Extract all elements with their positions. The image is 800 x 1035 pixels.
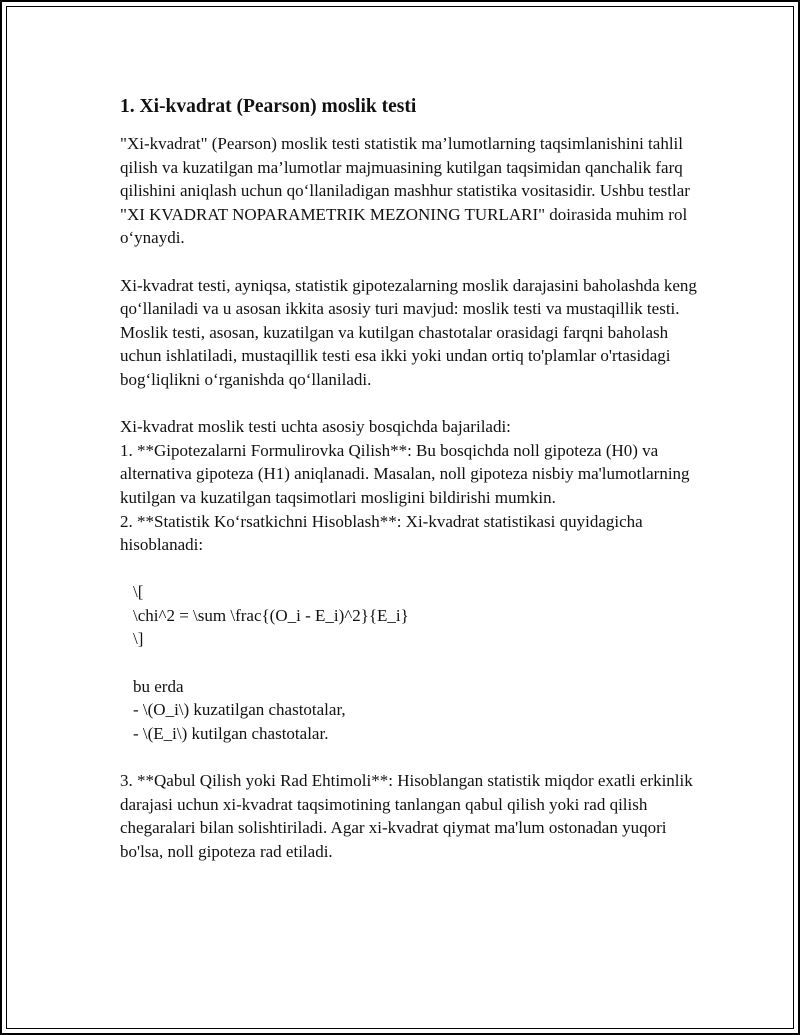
document-body (120, 94, 700, 863)
steps-intro: Xi-kvadrat moslik testi uchta asosiy bosqichda bajariladi: (120, 417, 511, 437)
step-1: 1. **Gipotezalarni Formulirovka Qilish**: Bu bosqichda noll gipoteza (H0) va alternativa gipoteza (H1) aniqlanadi. Masalan, noll gipoteza nisbiy ma'lumotlarning kutilgan va kuzatilgan taqsimotlari mosligini bildirishi mumkin. (120, 440, 690, 507)
where-item-observed: - \(O_i\) kuzatilgan chastotalar, (133, 700, 346, 720)
spacer (120, 557, 700, 581)
types-paragraph: Xi-kvadrat testi, ayniqsa, statistik gipotezalarning moslik darajasini baholashda keng qo‘llaniladi va u asosan ikkita asosiy turi mavjud: moslik testi va mustaqillik testi. Moslik testi, asosan, kuzatilgan va kutilgan chastotalar orasidagi farqni baholash uchun ishlatiladi, mustaqillik testi esa ikki yoki undan ortiq to'plamlar o'rtasidagi bog‘liqlikni o‘rganishda qo‘llaniladi. (120, 275, 697, 389)
spacer (120, 250, 700, 274)
intro-paragraph: "Xi-kvadrat" (Pearson) moslik testi statistik ma’lumotlarning taqsimlanishini tahlil qilish va kuzatilgan ma’lumotlar majmuasining kutilgan taqsimidan qanchalik farq qilishini aniqlash uchun qo‘llaniladigan mashhur statistika vositasidir. Ushbu testlar "XI KVADRAT NOPARAMETRIK MEZONING TURLARI" doirasida muhim rol o‘ynaydi. (120, 134, 690, 248)
step-2: 2. **Statistik Ko‘rsatkichni Hisoblash**: Xi-kvadrat statistikasi quyidagicha hisoblanadi: (120, 511, 643, 555)
formula-body: \chi^2 = \sum \frac{(O_i - E_i)^2}{E_i} (133, 605, 409, 625)
formula-close: \] (133, 629, 144, 649)
spacer (120, 392, 700, 416)
where-label: bu erda (133, 676, 184, 696)
formula-open: \[ (133, 582, 144, 602)
spacer (120, 745, 700, 769)
spacer (120, 651, 700, 675)
where-item-expected: - \(E_i\) kutilgan chastotalar. (133, 723, 329, 743)
step-3: 3. **Qabul Qilish yoki Rad Ehtimoli**: Hisoblangan statistik miqdor exatli erkinlik darajasi uchun xi-kvadrat taqsimotining tanlangan qabul qilish yoki rad qilish chegaralari bilan solishtiriladi. Agar xi-kvadrat qiymat ma'lum ostonadan yuqori bo'lsa, noll gipoteza rad etiladi. (120, 771, 693, 861)
section-title: 1. Xi-kvadrat (Pearson) moslik testi (120, 96, 417, 117)
